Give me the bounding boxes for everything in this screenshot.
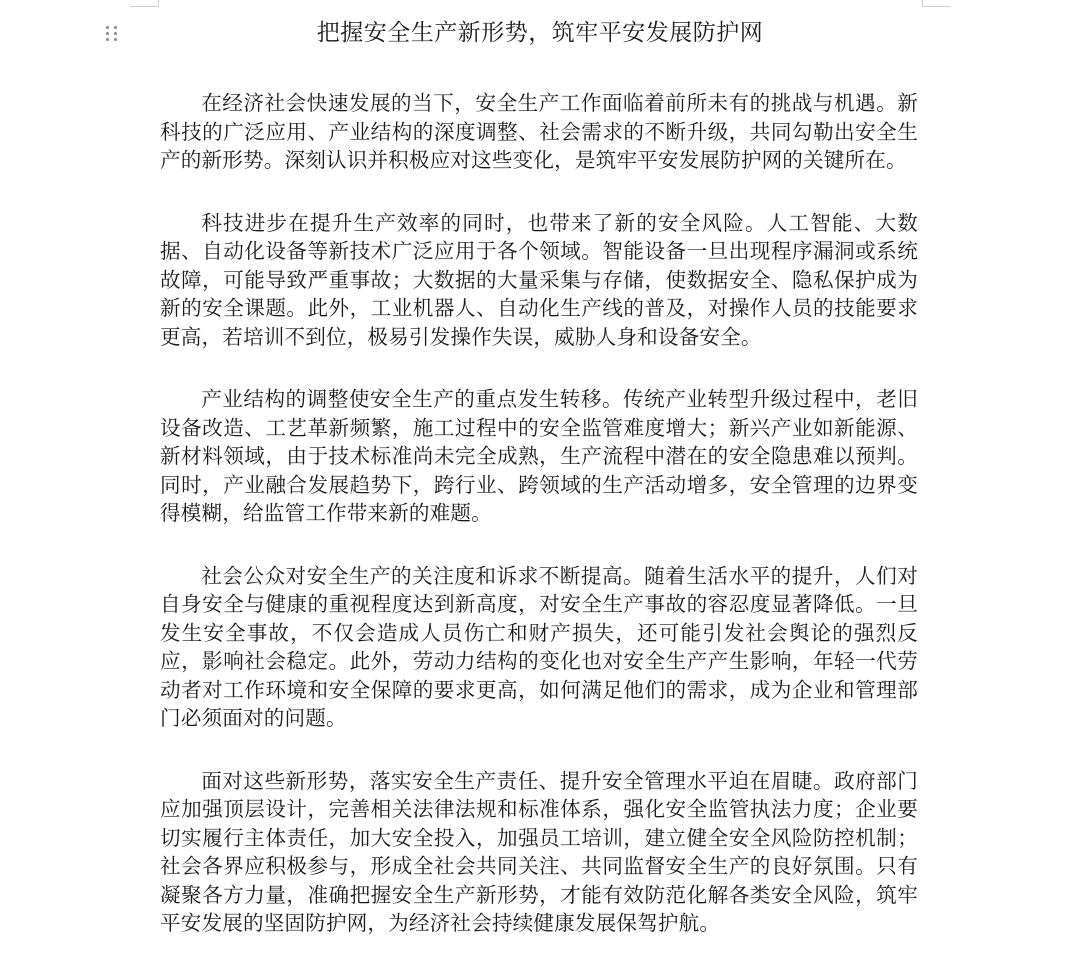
drag-handle-dot	[114, 26, 117, 29]
drag-handle-dot	[114, 32, 117, 35]
drag-handle-dot	[106, 32, 109, 35]
drag-handle-dot	[106, 26, 109, 29]
page-corner-mark-right	[922, 0, 951, 7]
paragraph-3[interactable]: 产业结构的调整使安全生产的重点发生转移。传统产业转型升级过程中，老旧设备改造、工艺革新频繁，施工过程中的安全监管难度增大；新兴产业如新能源、新材料领域，由于技术标准尚未完全成熟，生产流程中潜在的安全隐患难以预判。同时，产业融合发展趋势下，跨行业、跨领域的生产活动增多，安全管理的边界变得模糊，给监管工作带来新的难题。	[160, 387, 918, 525]
drag-handle-dot	[106, 38, 109, 41]
paragraph-2[interactable]: 科技进步在提升生产效率的同时，也带来了新的安全风险。人工智能、大数据、自动化设备等新技术广泛应用于各个领域。智能设备一旦出现程序漏洞或系统故障，可能导致严重事故；大数据的大量采集与存储，使数据安全、隐私保护成为新的安全课题。此外，工业机器人、自动化生产线的普及，对操作人员的技能要求更高，若培训不到位，极易引发操作失误，威胁人身和设备安全。	[160, 210, 918, 349]
document-title[interactable]: 把握安全生产新形势，筑牢平安发展防护网	[316, 20, 764, 46]
paragraph-4[interactable]: 社会公众对安全生产的关注度和诉求不断提高。随着生活水平的提升，人们对自身安全与健康的重视程度达到新高度，对安全生产事故的容忍度显著降低。一旦发生安全事故，不仅会造成人员伤亡和财产损失，还可能引发社会舆论的强烈反应，影响社会稳定。此外，劳动力结构的变化也对安全生产产生影响，年轻一代劳动者对工作环境和安全保障的要求更高，如何满足他们的需求，成为企业和管理部门必须面对的问题。	[160, 563, 918, 730]
paragraph-5[interactable]: 面对这些新形势，落实安全生产责任、提升安全管理水平迫在眉睫。政府部门应加强顶层设计，完善相关法律法规和标准体系，强化安全监管执法力度；企业要切实履行主体责任，加大安全投入，加强员工培训，建立健全安全风险防控机制；社会各界应积极参与，形成全社会共同关注、共同监督安全生产的良好氛围。只有凝聚各方力量，准确把握安全生产新形势，才能有效防范化解各类安全风险，筑牢平安发展的坚固防护网，为经济社会持续健康发展保驾护航。	[160, 768, 918, 935]
paragraph-1[interactable]: 在经济社会快速发展的当下，安全生产工作面临着前所未有的挑战与机遇。新科技的广泛应用、产业结构的深度调整、社会需求的不断升级，共同勾勒出安全生产的新形势。深刻认识并积极应对这些变化，是筑牢平安发展防护网的关键所在。	[160, 91, 918, 172]
page-corner-mark-left	[130, 0, 159, 7]
drag-handle-icon[interactable]	[106, 26, 120, 42]
drag-handle-dot	[114, 38, 117, 41]
document-body	[160, 89, 918, 972]
